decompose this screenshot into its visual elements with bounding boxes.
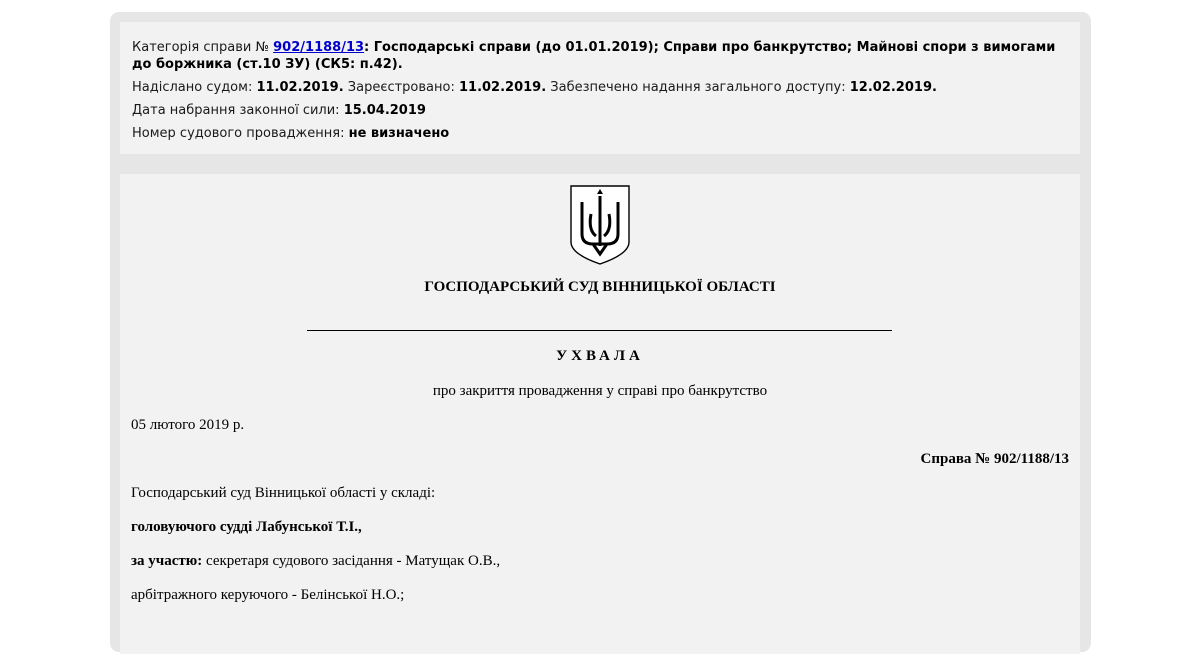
- case-info-panel: [120, 22, 1080, 154]
- court-name: ГОСПОДАРСЬКИЙ СУД ВІННИЦЬКОЇ ОБЛАСТІ: [424, 279, 776, 295]
- proceeding-label: Номер судового провадження:: [132, 126, 349, 141]
- page-frame: [110, 12, 1091, 652]
- document-date: 05 лютого 2019 р.: [131, 417, 245, 433]
- case-number-link[interactable]: 902/1188/13: [273, 40, 365, 55]
- case-category-line: [132, 39, 1068, 73]
- coat-of-arms-icon: [569, 184, 631, 266]
- registered-label: Зареєстровано:: [343, 80, 459, 95]
- access-value: 12.02.2019.: [849, 80, 937, 95]
- registered-value: 11.02.2019.: [458, 80, 547, 95]
- dates-line: [132, 79, 1068, 96]
- category-value: : Господарські справи (до 01.01.2019); Справи про банкрутство; Майнові спори з вимогами до боржника (ст.10 ЗУ) (СК5: п.42).: [132, 40, 1056, 72]
- sent-value: 11.02.2019.: [256, 80, 344, 95]
- document-subtitle: про закриття провадження у справі про банкрутство: [432, 383, 768, 399]
- force-label: Дата набрання законної сили:: [132, 103, 344, 118]
- legal-force-line: [132, 102, 1068, 119]
- document-title: УХВАЛА: [556, 348, 644, 364]
- force-value: 15.04.2019: [343, 103, 426, 118]
- arbitrator-line: арбітражного керуючого - Белінської Н.О.;: [131, 587, 405, 603]
- participation-line: [131, 553, 500, 570]
- participation-label: за участю:: [131, 553, 203, 569]
- sent-label: Надіслано судом:: [132, 80, 257, 95]
- case-number: Справа № 902/1188/13: [920, 451, 1069, 467]
- participation-value: секретаря судового засідання - Матущак О.В.,: [202, 553, 501, 569]
- document-body: [120, 174, 1080, 654]
- access-label: Забезпечено надання загального доступу:: [546, 80, 850, 95]
- proceeding-line: [132, 125, 1068, 142]
- proceeding-value: не визначено: [348, 126, 450, 141]
- presiding-judge: головуючого судді Лабунської Т.І.,: [131, 519, 362, 535]
- divider: [307, 330, 892, 331]
- category-label: Категорія справи №: [132, 40, 274, 55]
- court-composition: Господарський суд Вінницької області у складі:: [131, 485, 436, 501]
